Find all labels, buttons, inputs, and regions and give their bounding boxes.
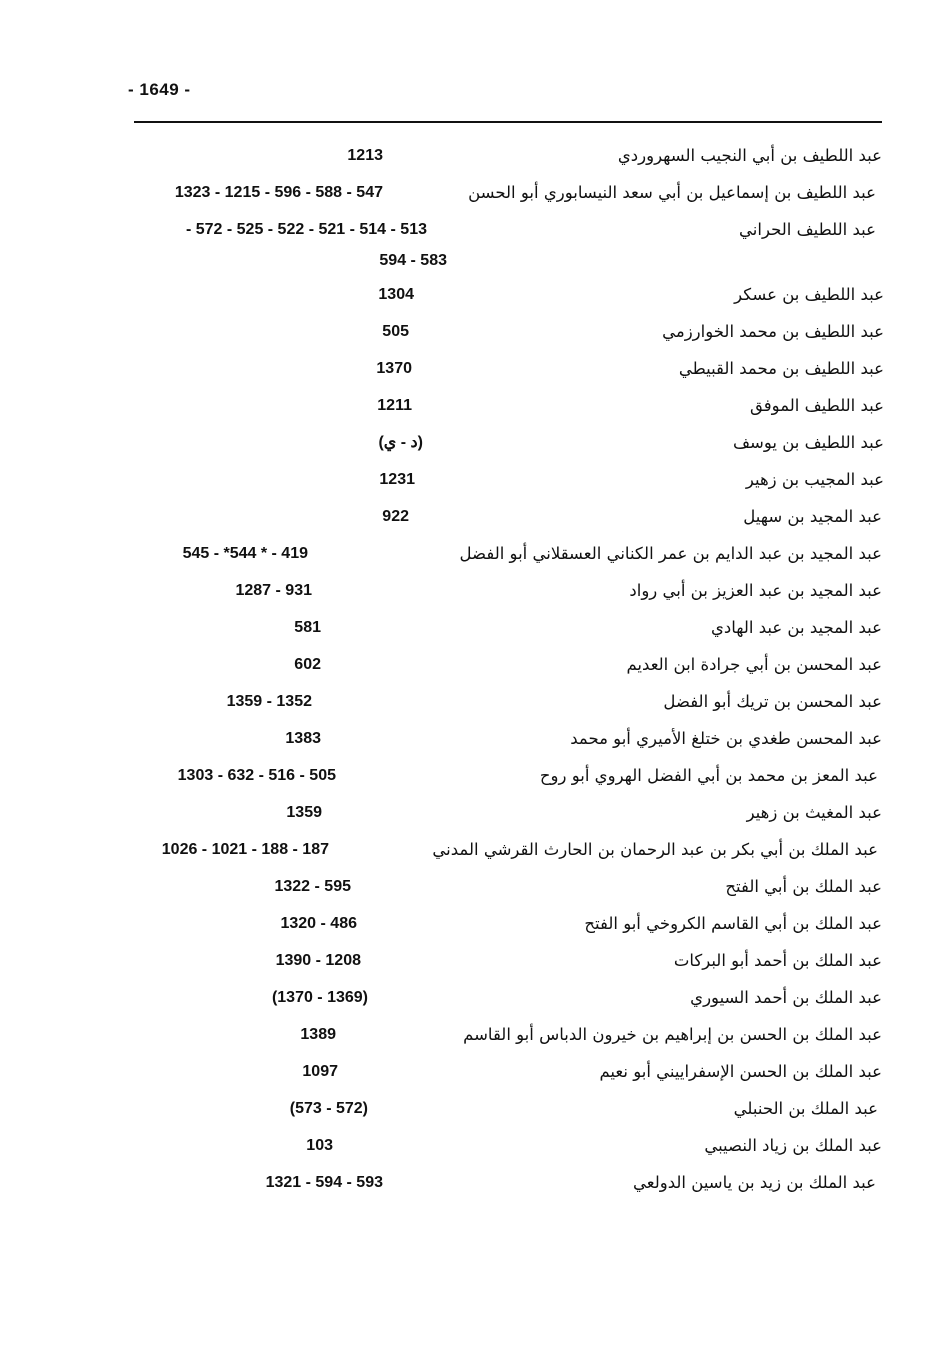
index-entry <box>0 652 950 684</box>
entry-pages: 602 <box>294 656 321 673</box>
index-entry <box>0 689 950 721</box>
entry-pages: 1359 <box>286 804 322 821</box>
index-entry <box>0 578 950 610</box>
index-entry <box>0 874 950 906</box>
entry-pages: 1303 - 632 - 516 - 505 <box>177 767 336 784</box>
index-entry <box>0 217 950 249</box>
entry-pages: 1304 <box>378 286 414 303</box>
index-entry <box>0 541 950 573</box>
page-number: - 1649 - <box>128 80 191 99</box>
index-entry <box>0 467 950 499</box>
entry-pages: 581 <box>294 619 321 636</box>
entry-name: عبد المحسن بن أبي جرادة ابن العديم <box>626 655 882 674</box>
entry-pages: 1322 - 595 <box>274 878 351 895</box>
entry-name: عبد الملك بن أبي القاسم الكروخي أبو الفتح <box>584 914 882 933</box>
entry-name: عبد اللطيف بن عسكر <box>734 285 884 304</box>
entry-name: عبد اللطيف بن محمد الخوارزمي <box>662 322 884 341</box>
entry-name: عبد اللطيف بن أبي النجيب السهروردي <box>617 146 882 165</box>
index-entry <box>0 837 950 869</box>
entry-pages: - 572 - 525 - 522 - 521 - 514 - 513 <box>185 221 427 238</box>
entry-pages: 1390 - 1208 <box>275 952 361 969</box>
index-entry <box>0 763 950 795</box>
index-entry <box>0 1170 950 1202</box>
entry-pages: 922 <box>382 508 409 525</box>
index-entry <box>0 1133 950 1165</box>
index-entry <box>0 911 950 943</box>
entry-name: عبد المعز بن محمد بن أبي الفضل الهروي أبو روح <box>539 766 878 785</box>
entry-name: عبد اللطيف الموفق <box>750 396 884 415</box>
index-entry <box>0 726 950 758</box>
entry-name: عبد المجيد بن عبد الدايم بن عمر الكناني العسقلاني أبو الفضل <box>459 544 882 563</box>
entry-name: عبد الملك بن زيد بن ياسين الدولعي <box>633 1173 876 1192</box>
entry-pages: 1359 - 1352 <box>226 693 312 710</box>
index-entry <box>0 356 950 388</box>
entry-pages: 1320 - 486 <box>280 915 357 932</box>
entry-pages: 1097 <box>302 1063 338 1080</box>
entry-pages: 1323 - 1215 - 596 - 588 - 547 <box>174 184 383 201</box>
entry-name: عبد الملك بن أبي بكر بن عبد الرحمان بن الحارث القرشي المدني <box>432 840 878 859</box>
index-entry <box>0 143 950 175</box>
entry-pages: 1287 - 931 <box>235 582 312 599</box>
entry-pages: 1370 <box>376 360 412 377</box>
index-entry <box>0 1022 950 1054</box>
entry-name: عبد الملك بن أبي الفتح <box>725 877 882 896</box>
index-entry <box>0 1096 950 1128</box>
entry-pages: (573 - 572) <box>289 1100 368 1117</box>
index-entry <box>0 800 950 832</box>
index-entry <box>0 948 950 980</box>
entry-name: عبد المجيد بن سهيل <box>743 507 882 526</box>
entry-name: عبد المحسن بن تريك أبو الفضل <box>663 692 882 711</box>
index-entry <box>0 615 950 647</box>
entry-name: عبد اللطيف بن يوسف <box>732 433 884 452</box>
entry-pages: 1026 - 1021 - 188 - 187 <box>161 841 329 858</box>
entry-pages: (1370 - 1369) <box>271 989 368 1006</box>
entry-pages: 1389 <box>300 1026 336 1043</box>
entry-name: عبد الملك بن زياد النصيبي <box>704 1136 882 1155</box>
index-entry <box>0 319 950 351</box>
entry-name: عبد اللطيف بن محمد القبيطي <box>678 359 884 378</box>
entry-pages: (د - ي) <box>378 434 423 451</box>
index-entry <box>0 393 950 425</box>
entry-pages: 545 - *544 * - 419 <box>182 545 308 562</box>
entry-pages: 1211 <box>377 397 412 414</box>
index-entry <box>0 282 950 314</box>
entry-name: عبد الملك بن الحنبلي <box>733 1099 878 1118</box>
entry-pages: 1231 <box>379 471 415 488</box>
index-entry <box>0 985 950 1017</box>
entry-name: عبد الملك بن الحسن الإسفراييني أبو نعيم <box>599 1062 882 1081</box>
entry-name: عبد المجيد بن عبد الهادي <box>710 618 882 637</box>
entry-name: عبد الملك بن الحسن بن إبراهيم بن خيرون الدباس أبو القاسم <box>463 1025 882 1044</box>
entry-name: عبد المجيب بن زهير <box>745 470 884 489</box>
entry-pages-continued: 594 - 583 <box>379 252 447 269</box>
entry-name: عبد اللطيف بن إسماعيل بن أبي سعد النيسابوري أبو الحسن <box>468 183 876 202</box>
entry-pages: 103 <box>306 1137 333 1154</box>
index-entry-continuation <box>0 248 950 280</box>
entry-pages: 505 <box>382 323 409 340</box>
index-entry <box>0 180 950 212</box>
index-entry <box>0 430 950 462</box>
entry-pages: 1321 - 594 - 593 <box>265 1174 383 1191</box>
entry-name: عبد الملك بن أحمد السيوري <box>690 988 882 1007</box>
entry-pages: 1213 <box>347 147 383 164</box>
index-entry <box>0 504 950 536</box>
entry-pages: 1383 <box>285 730 321 747</box>
entry-name: عبد المجيد بن عبد العزيز بن أبي رواد <box>629 581 882 600</box>
index-entry <box>0 1059 950 1091</box>
entry-name: عبد المحسن طغدي بن ختلغ الأميري أبو محمد <box>570 729 882 748</box>
entry-name: عبد اللطيف الحراني <box>739 220 876 239</box>
entry-name: عبد المغيث بن زهير <box>746 803 882 822</box>
entry-name: عبد الملك بن أحمد أبو البركات <box>673 951 882 970</box>
